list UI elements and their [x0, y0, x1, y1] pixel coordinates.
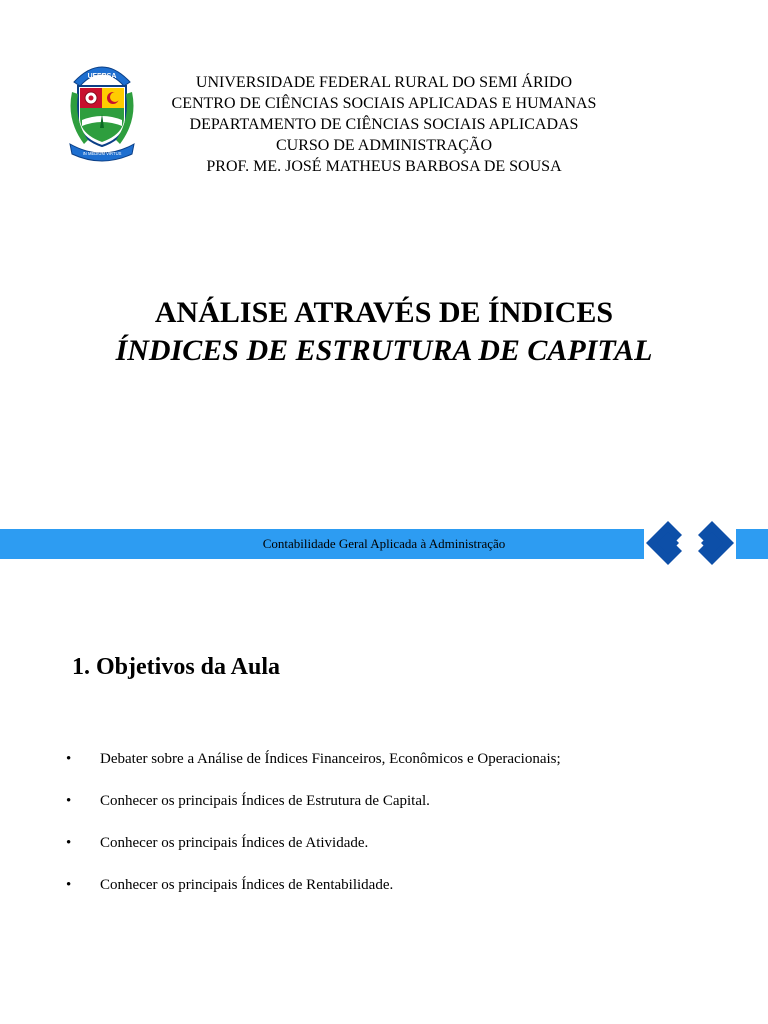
course-name: CURSO DE ADMINISTRAÇÃO	[275, 137, 493, 154]
diamond-logo-icon	[644, 519, 736, 567]
university-name: UNIVERSIDADE FEDERAL RURAL DO SEMI ÁRIDO	[195, 74, 573, 91]
course-band-label: Contabilidade Geral Aplicada à Administração	[262, 536, 506, 551]
bullet-icon: •	[66, 835, 72, 851]
list-item-text: Conhecer os principais Índices de Rentabilidade.	[100, 877, 394, 893]
center-name: CENTRO DE CIÊNCIAS SOCIAIS APLICADAS E HUMANAS	[171, 95, 597, 112]
logo-wordmark: UFERSA	[87, 73, 117, 80]
professor-name: PROF. ME. JOSÉ MATHEUS BARBOSA DE SOUSA	[206, 158, 562, 175]
list-item	[66, 832, 706, 874]
bullet-icon: •	[66, 877, 72, 893]
bullet-icon: •	[66, 751, 72, 767]
institution-header	[150, 72, 618, 177]
list-item-text: Conhecer os principais Índices de Estrutura de Capital.	[100, 793, 430, 809]
list-item-text: Debater sobre a Análise de Índices Financeiros, Econômicos e Operacionais;	[100, 751, 561, 767]
page-title: ANÁLISE ATRAVÉS DE ÍNDICES	[154, 296, 614, 329]
bullet-icon: •	[66, 793, 72, 809]
page-subtitle: ÍNDICES DE ESTRUTURA DE CAPITAL	[115, 334, 653, 367]
section-heading: 1. Objetivos da Aula	[72, 654, 281, 680]
list-item	[66, 874, 706, 916]
logo-motto: IN MEDIUM VIRTUS	[82, 151, 122, 156]
list-item	[66, 790, 706, 832]
list-item-text: Conhecer os principais Índices de Atividade.	[100, 835, 369, 851]
title-block	[0, 294, 768, 370]
list-item	[66, 748, 706, 790]
department-name: DEPARTAMENTO DE CIÊNCIAS SOCIAIS APLICADAS	[189, 116, 579, 133]
objectives-list	[66, 748, 706, 916]
ufersa-coat-of-arms-icon	[66, 56, 138, 162]
